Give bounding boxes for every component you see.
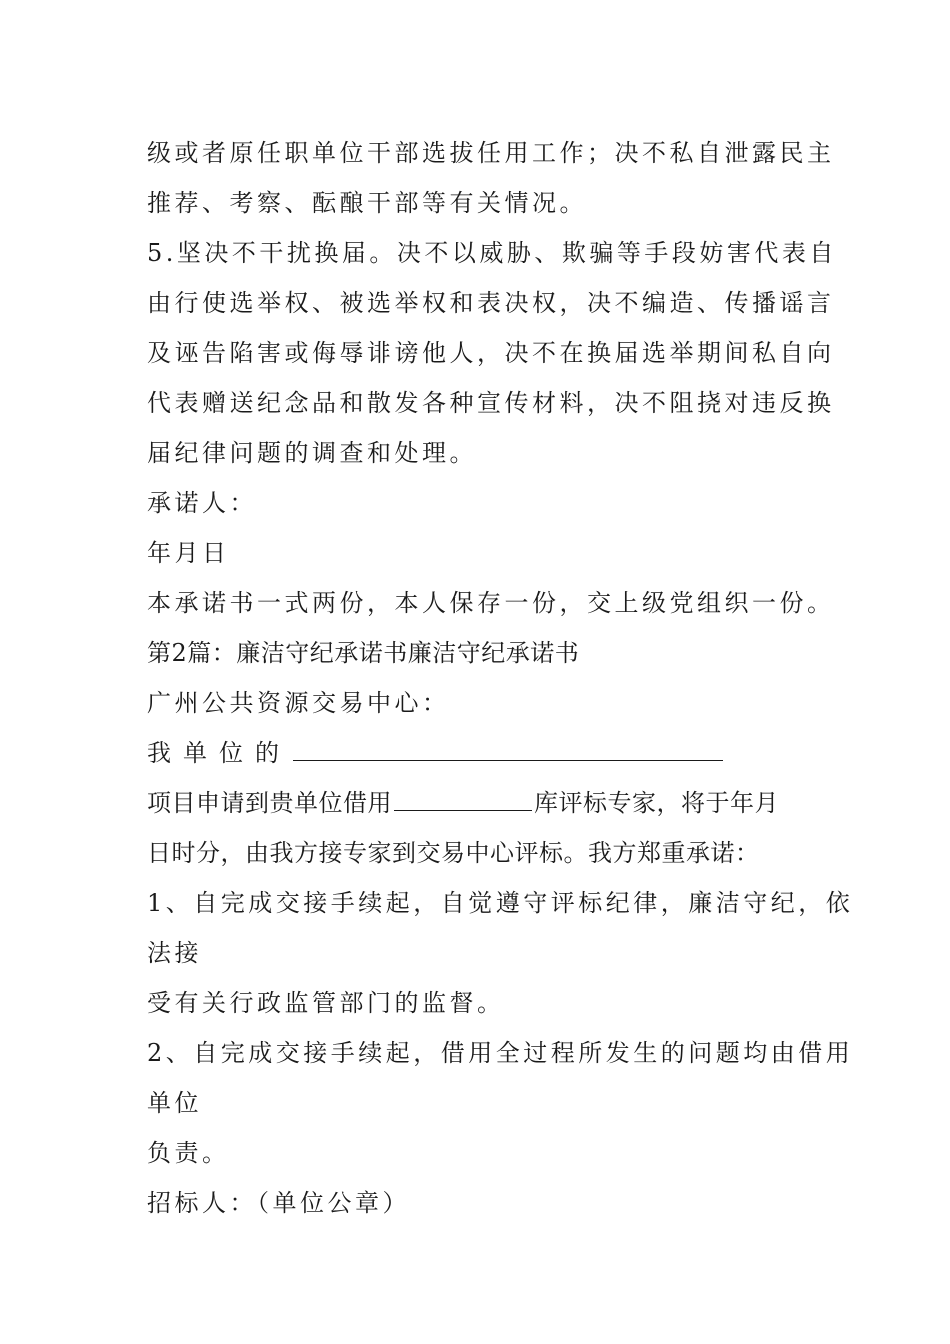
paragraph-line: 级或者原任职单位干部选拔任用工作；决不私自泄露民主 xyxy=(147,139,835,167)
paragraph-line: 5.坚决不干扰换届。决不以威胁、欺骗等手段妨害代表自 xyxy=(147,239,837,267)
paragraph-line: 及诬告陷害或侮辱诽谤他人，决不在换届选举期间私自向 xyxy=(147,339,835,367)
section-heading: 第2篇：廉洁守纪承诺书廉洁守纪承诺书 xyxy=(147,639,580,667)
unit-blank-field[interactable] xyxy=(293,734,723,761)
paragraph-line: 受有关行政监管部门的监督。 xyxy=(147,989,505,1017)
unit-line-label: 我单位的 xyxy=(147,739,291,767)
promisor-label: 承诺人： xyxy=(147,489,257,517)
addressee-line: 广州公共资源交易中心： xyxy=(147,689,450,717)
paragraph-line: 届纪律问题的调查和处理。 xyxy=(147,439,477,467)
project-fill-line xyxy=(147,778,807,828)
paragraph-line: 由行使选举权、被选举权和表决权，决不编造、传播谣言 xyxy=(147,289,835,317)
paragraph-line: 推荐、考察、酝酿干部等有关情况。 xyxy=(147,189,587,217)
unit-fill-line xyxy=(147,728,807,778)
paragraph-line: 法接 xyxy=(147,939,202,967)
paragraph-line: 负责。 xyxy=(147,1139,230,1167)
commitment-item: 2、自完成交接手续起，借用全过程所发生的问题均由借用 xyxy=(147,1039,854,1067)
project-line-suffix: 库评标专家，将于年月 xyxy=(534,789,779,817)
bidder-signature-line: 招标人：（单位公章） xyxy=(147,1189,410,1217)
document-body xyxy=(147,128,854,1228)
project-line-prefix: 项目申请到贵单位借用 xyxy=(147,789,392,817)
paragraph-line: 单位 xyxy=(147,1089,202,1117)
commitment-item: 1、自完成交接手续起，自觉遵守评标纪律，廉洁守纪，依 xyxy=(147,889,854,917)
paragraph-line: 日时分，由我方接专家到交易中心评标。我方郑重承诺： xyxy=(147,839,760,867)
date-line: 年月日 xyxy=(147,539,230,567)
paragraph-line: 代表赠送纪念品和散发各种宣传材料，决不阻挠对违反换 xyxy=(147,389,835,417)
expert-pool-blank-field[interactable] xyxy=(394,784,532,811)
paragraph-line: 本承诺书一式两份，本人保存一份，交上级党组织一份。 xyxy=(147,589,835,617)
